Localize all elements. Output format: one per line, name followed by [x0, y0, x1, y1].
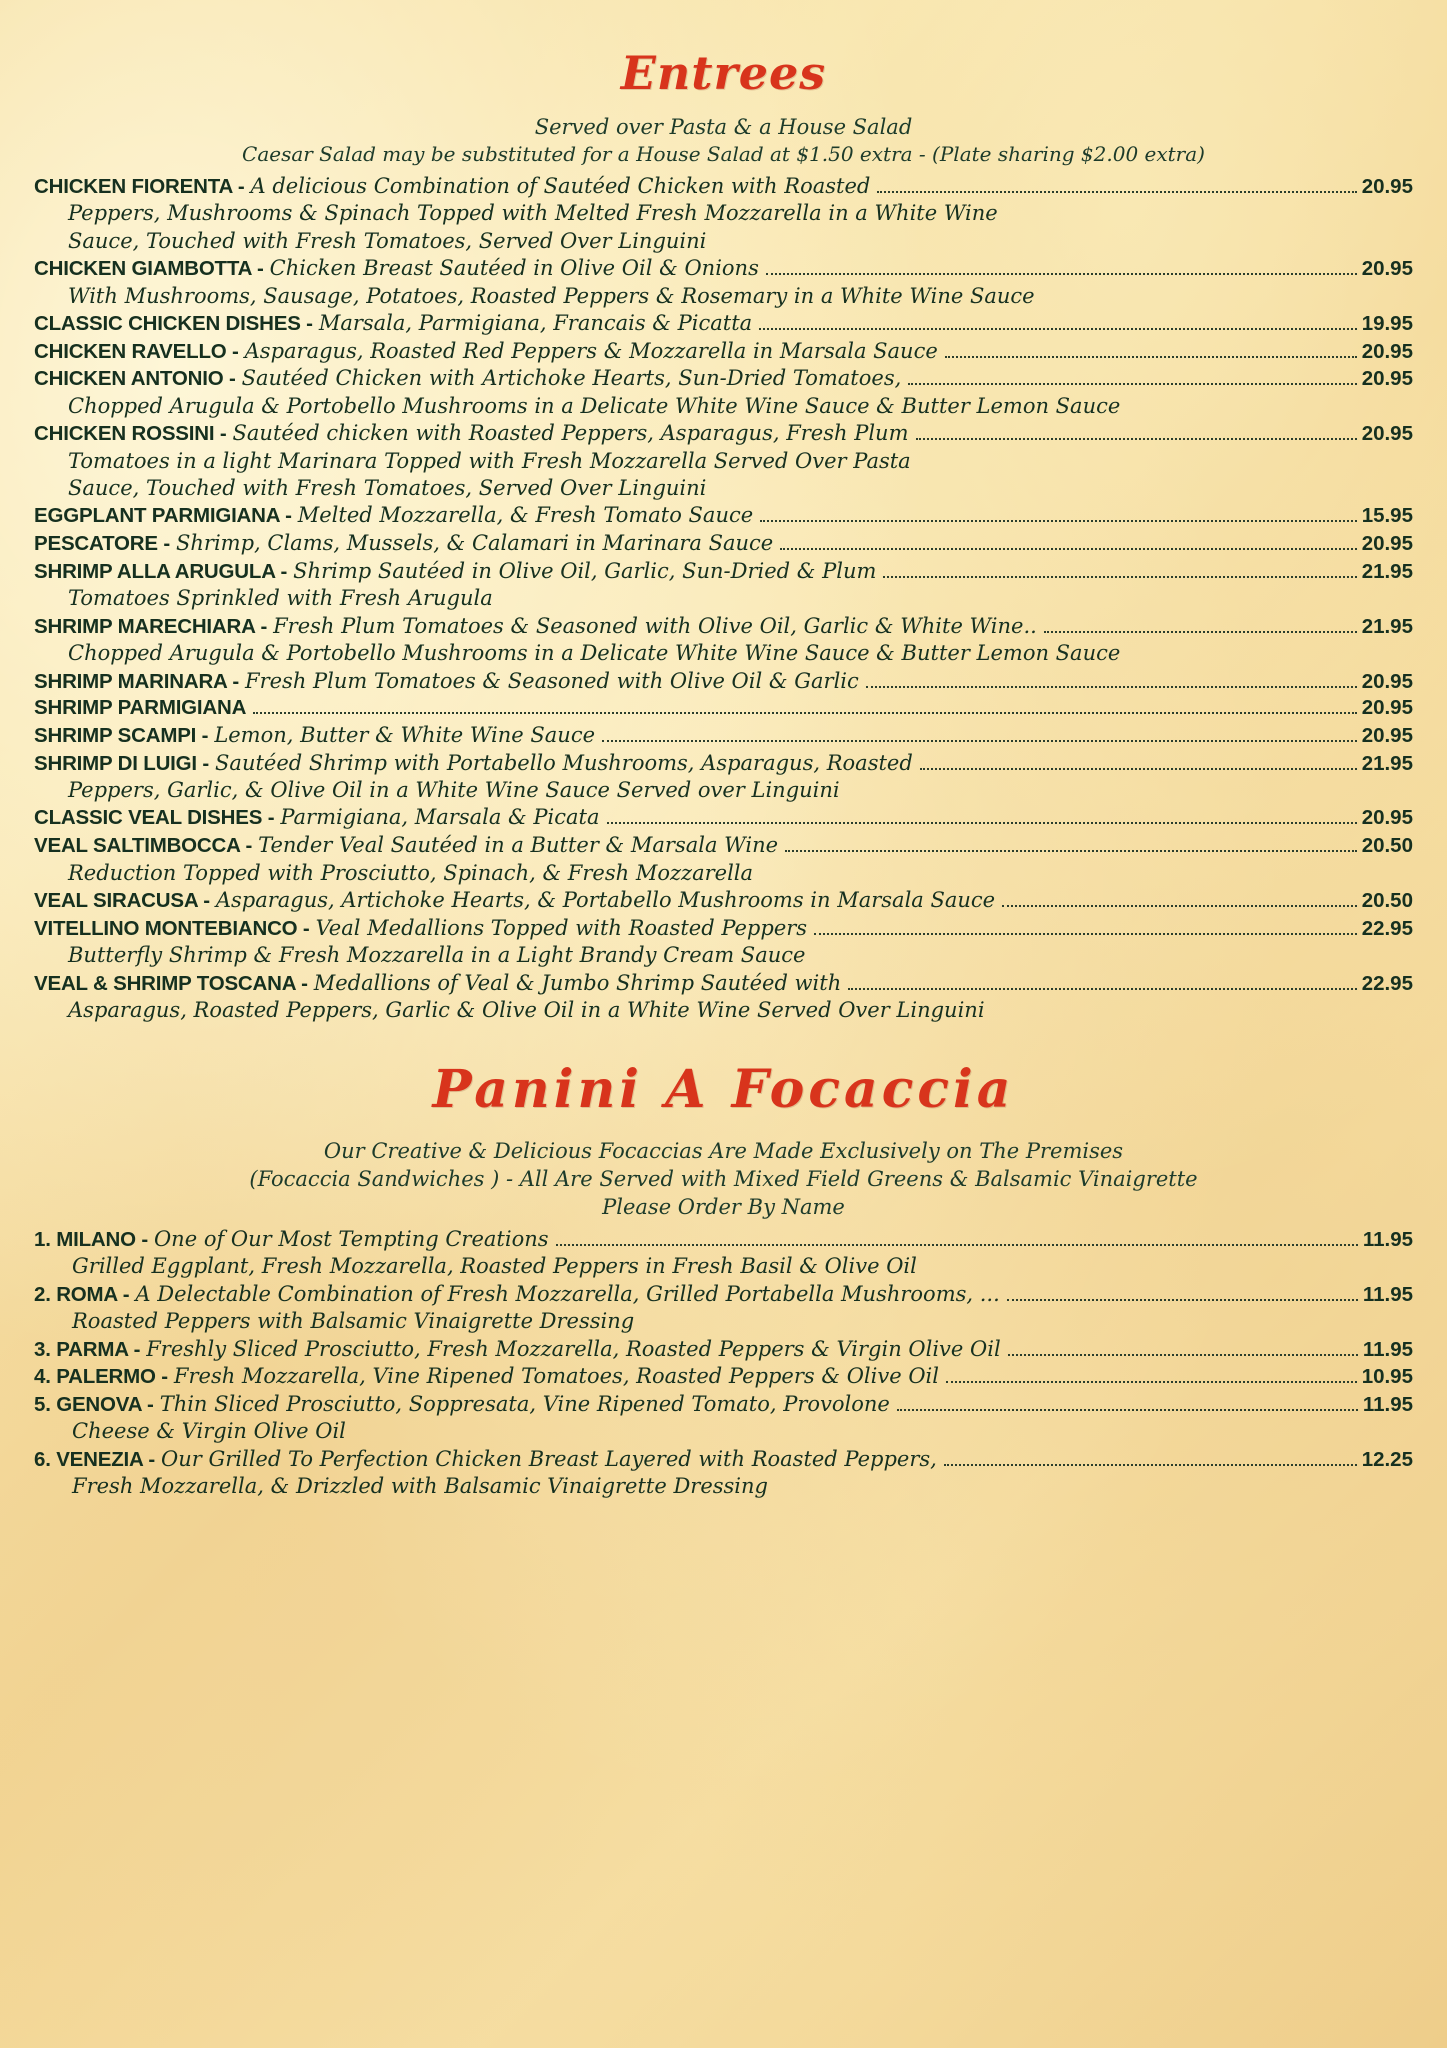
leader-dots: [848, 988, 1356, 990]
menu-item: [34, 804, 1413, 832]
menu-item-name: PESCATORE -: [34, 532, 171, 556]
menu-item-description: Veal Medallions Topped with Roasted Peppers: [315, 915, 808, 940]
menu-item: [34, 173, 1413, 255]
menu-item-subline: Butterfly Shrimp & Fresh Mozzarella in a Light Brandy Cream Sauce: [68, 943, 806, 968]
menu-item: [34, 365, 1413, 420]
menu-item: [34, 613, 1413, 668]
menu-item-line: [34, 1446, 1413, 1474]
panini-subhead-line-1: Our Creative & Delicious Focaccias Are Made Exclusively on The Premises: [323, 1138, 1124, 1163]
menu-item-line: [34, 1363, 1413, 1391]
menu-item-line: [34, 1336, 1413, 1364]
menu-item-subline: Roasted Peppers with Balsamic Vinaigrette Dressing: [72, 1309, 635, 1334]
leader-dots: [759, 328, 1356, 330]
leader-dots: [1002, 905, 1357, 907]
menu-item-price: 20.95: [1361, 806, 1413, 830]
menu-item-price: 20.95: [1361, 174, 1413, 198]
menu-content: [34, 28, 1413, 2020]
menu-item: [34, 915, 1413, 970]
menu-item-subline: Cheese & Virgin Olive Oil: [72, 1419, 346, 1444]
menu-item-line: [34, 310, 1413, 338]
menu-item-line: [34, 365, 1413, 393]
entrees-item-list: [34, 173, 1413, 1025]
leader-dots: [946, 1381, 1357, 1383]
menu-item-line: [34, 887, 1413, 915]
menu-item-subline: Chopped Arugula & Portobello Mushrooms in a Delicate White Wine Sauce & Butter Lemon Sauce: [68, 393, 1121, 418]
menu-item-price: 10.95: [1361, 1365, 1413, 1389]
menu-item-description: Thin Sliced Prosciutto, Soppresata, Vine Ripened Tomato, Provolone: [159, 1391, 890, 1416]
leader-dots: [908, 383, 1356, 385]
panini-section-title: Panini A Focaccia: [432, 1058, 1015, 1120]
menu-item-price: 20.95: [1361, 532, 1413, 556]
menu-item-name: 5. GENOVA -: [34, 1392, 154, 1416]
menu-item-name: CHICKEN FIORENTA -: [34, 174, 245, 198]
panini-subhead-line-2: (Focaccia Sandwiches ) - All Are Served with Mixed Field Greens & Balsamic Vinaigrette: [249, 1166, 1198, 1191]
menu-item-line: [34, 558, 1413, 586]
menu-item-line: [34, 804, 1413, 832]
menu-item-line: [34, 173, 1413, 201]
menu-item-name: SHRIMP SCAMPI -: [34, 723, 209, 747]
menu-item-name: VEAL SALTIMBOCCA -: [34, 834, 253, 858]
menu-item-price: 22.95: [1361, 971, 1413, 995]
menu-item-subline: Fresh Mozzarella, & Drizzled with Balsamic Vinaigrette Dressing: [72, 1474, 768, 1499]
menu-item: [34, 310, 1413, 338]
menu-item-line: [34, 915, 1413, 943]
leader-dots: [866, 686, 1357, 688]
menu-item-name: SHRIMP MARINARA -: [34, 669, 240, 693]
menu-item-name: VITELLINO MONTEBIANCO -: [34, 916, 310, 940]
menu-item: [34, 502, 1413, 530]
menu-item-line: [34, 420, 1413, 448]
menu-item-subline: Sauce, Touched with Fresh Tomatoes, Served Over Linguini: [68, 228, 707, 253]
menu-item-price: 11.95: [1362, 1392, 1413, 1416]
menu-item-price: 11.95: [1362, 1337, 1413, 1361]
menu-item-name: 3. PARMA -: [34, 1337, 141, 1361]
menu-item-price: 20.95: [1361, 696, 1413, 720]
menu-item-line: [34, 1281, 1413, 1309]
menu-item-price: 20.95: [1361, 723, 1413, 747]
menu-item: [34, 255, 1413, 310]
leader-dots: [556, 1244, 1358, 1246]
panini-item-list: [34, 1226, 1413, 1501]
menu-item-price: 19.95: [1361, 312, 1413, 335]
menu-item-line: [34, 722, 1413, 750]
menu-item: [34, 530, 1413, 558]
menu-item-name: VEAL SIRACUSA -: [34, 889, 210, 913]
leader-dots: [897, 1409, 1358, 1411]
menu-item-line: [34, 1391, 1413, 1419]
menu-item-subline: Reduction Topped with Prosciutto, Spinach, & Fresh Mozzarella: [68, 860, 754, 885]
menu-item-subline: Grilled Eggplant, Fresh Mozzarella, Roasted Peppers in Fresh Basil & Olive Oil: [72, 1254, 917, 1279]
menu-item-subline: Tomatoes Sprinkled with Fresh Arugula: [68, 586, 493, 611]
menu-item-name: CHICKEN RAVELLO -: [34, 339, 239, 363]
menu-item-line: [34, 668, 1413, 696]
menu-item-price: 20.95: [1361, 339, 1413, 363]
leader-dots: [1044, 631, 1357, 633]
entrees-subhead-line-2: Caesar Salad may be substituted for a House Salad at $1.50 extra - (Plate sharing $2.00 extra): [242, 142, 1205, 167]
menu-item: [34, 1363, 1413, 1391]
menu-item-line: [34, 613, 1413, 641]
menu-item-line: [34, 502, 1413, 530]
menu-item: [34, 695, 1413, 722]
leader-dots: [1008, 1354, 1358, 1356]
menu-item-description: Lemon, Butter & White Wine Sauce: [214, 722, 596, 747]
menu-item: [34, 722, 1413, 750]
menu-item-name: SHRIMP MARECHIARA -: [34, 614, 268, 638]
menu-item-line: [34, 255, 1413, 283]
menu-item-subline: Sauce, Touched with Fresh Tomatoes, Served Over Linguini: [68, 476, 707, 501]
panini-subhead-line-3: Please Order By Name: [602, 1194, 845, 1219]
menu-item-name: 2. ROMA -: [34, 1282, 130, 1306]
menu-item-line: [34, 695, 1413, 722]
menu-item-name: CHICKEN ANTONIO -: [34, 367, 236, 391]
menu-item: [34, 887, 1413, 915]
menu-item: [34, 1391, 1413, 1446]
leader-dots: [1007, 1299, 1358, 1301]
menu-item-price: 21.95: [1361, 614, 1413, 638]
leader-dots: [766, 273, 1357, 275]
menu-item-description: Shrimp, Clams, Mussels, & Calamari in Marinara Sauce: [176, 531, 774, 556]
menu-item-name: SHRIMP ALLA ARUGULA -: [34, 559, 288, 583]
menu-item-name: 1. MILANO -: [34, 1227, 148, 1251]
menu-item-description: Asparagus, Roasted Red Peppers & Mozzarella in Marsala Sauce: [244, 338, 938, 363]
menu-item-subline: With Mushrooms, Sausage, Potatoes, Roasted Peppers & Rosemary in a White Wine Sauce: [68, 283, 1035, 308]
menu-item-price: 11.95: [1362, 1227, 1413, 1251]
leader-dots: [883, 576, 1356, 578]
menu-item-description: Freshly Sliced Prosciutto, Fresh Mozzarella, Roasted Peppers & Virgin Olive Oil: [146, 1336, 1001, 1361]
menu-item-description: Shrimp Sautéed in Olive Oil, Garlic, Sun-Dried & Plum: [293, 558, 877, 583]
menu-item-description: Our Grilled To Perfection Chicken Breast Layered with Roasted Peppers,: [161, 1446, 937, 1471]
entrees-section-title: Entrees: [620, 46, 827, 100]
menu-item-name: 4. PALERMO -: [34, 1365, 168, 1389]
menu-item-subline: Peppers, Garlic, & Olive Oil in a White Wine Sauce Served over Linguini: [68, 778, 840, 803]
menu-item: [34, 1226, 1413, 1281]
menu-item-name: SHRIMP PARMIGIANA: [34, 696, 247, 720]
menu-item-line: [34, 530, 1413, 558]
menu-item-description: Fresh Mozzarella, Vine Ripened Tomatoes, Roasted Peppers & Olive Oil: [173, 1364, 939, 1389]
menu-item: [34, 338, 1413, 366]
leader-dots: [814, 933, 1357, 935]
menu-item-name: EGGPLANT PARMIGIANA -: [34, 504, 292, 528]
menu-item: [34, 558, 1413, 613]
menu-item-subline: Peppers, Mushrooms & Spinach Topped with Melted Fresh Mozzarella in a White Wine: [68, 201, 998, 226]
leader-dots: [607, 822, 1357, 824]
menu-item-description: Fresh Plum Tomatoes & Seasoned with Olive Oil, Garlic & White Wine..: [273, 613, 1037, 638]
leader-dots: [780, 548, 1356, 550]
menu-item-price: 21.95: [1361, 751, 1413, 775]
menu-item-subline: Asparagus, Roasted Peppers, Garlic & Olive Oil in a White Wine Served Over Linguini: [68, 998, 985, 1023]
menu-item-description: One of Our Most Tempting Creations: [153, 1226, 549, 1251]
menu-item-price: 12.25: [1361, 1447, 1413, 1471]
menu-item-price: 20.50: [1361, 834, 1413, 858]
menu-item-name: CHICKEN GIAMBOTTA -: [34, 257, 264, 281]
menu-item: [34, 970, 1413, 1025]
menu-item-description: Fresh Plum Tomatoes & Seasoned with Olive Oil & Garlic: [245, 668, 859, 693]
leader-dots: [785, 850, 1357, 852]
menu-item-line: [34, 750, 1413, 778]
menu-item-price: 15.95: [1361, 504, 1413, 528]
menu-item-price: 20.95: [1361, 669, 1413, 693]
leader-dots: [602, 740, 1357, 742]
menu-item-description: Tender Veal Sautéed in a Butter & Marsala Wine: [258, 833, 779, 858]
menu-item-line: [34, 832, 1413, 860]
menu-item-description: Medallions of Veal & Jumbo Shrimp Sautéed with: [313, 970, 842, 995]
menu-item-price: 20.95: [1361, 422, 1413, 446]
leader-dots: [877, 191, 1356, 193]
menu-item: [34, 832, 1413, 887]
menu-item: [34, 668, 1413, 696]
menu-item: [34, 420, 1413, 502]
entrees-subhead-line-1: Served over Pasta & a House Salad: [534, 115, 913, 139]
menu-item-name: VEAL & SHRIMP TOSCANA -: [34, 971, 308, 995]
menu-item-line: [34, 1226, 1413, 1254]
menu-item-description: Parmigiana, Marsala & Picata: [280, 805, 600, 830]
menu-item-description: Marsala, Parmigiana, Francais & Picatta: [318, 311, 753, 335]
leader-dots: [253, 712, 1356, 714]
leader-dots: [920, 768, 1357, 770]
leader-dots: [944, 1464, 1357, 1466]
menu-item: [34, 1281, 1413, 1336]
menu-item-price: 11.95: [1362, 1282, 1413, 1306]
menu-item-line: [34, 970, 1413, 998]
menu-item-name: CHICKEN ROSSINI -: [34, 422, 227, 446]
menu-item-name: CLASSIC VEAL DISHES -: [34, 806, 275, 830]
menu-item-name: CLASSIC CHICKEN DISHES -: [34, 312, 313, 335]
menu-item: [34, 1446, 1413, 1501]
leader-dots: [916, 438, 1357, 440]
menu-item-description: Sautéed Shrimp with Portabello Mushrooms, Asparagus, Roasted: [215, 750, 913, 775]
menu-item-description: Sautéed chicken with Roasted Peppers, Asparagus, Fresh Plum: [232, 421, 909, 446]
leader-dots: [760, 520, 1357, 522]
menu-item-price: 20.50: [1361, 889, 1413, 913]
menu-item-line: [34, 338, 1413, 366]
menu-item-description: A Delectable Combination of Fresh Mozzarella, Grilled Portabella Mushrooms, ...: [135, 1281, 1000, 1306]
menu-item-price: 20.95: [1361, 367, 1413, 391]
menu-item-description: Melted Mozzarella, & Fresh Tomato Sauce: [297, 503, 754, 528]
menu-item-price: 22.95: [1361, 916, 1413, 940]
menu-item-price: 21.95: [1361, 559, 1413, 583]
menu-item-description: Asparagus, Artichoke Hearts, & Portabello Mushrooms in Marsala Sauce: [215, 888, 996, 913]
menu-item-name: SHRIMP DI LUIGI -: [34, 751, 210, 775]
menu-item-description: Chicken Breast Sautéed in Olive Oil & Onions: [269, 256, 759, 281]
menu-item-name: 6. VENEZIA -: [34, 1447, 156, 1471]
menu-item-subline: Chopped Arugula & Portobello Mushrooms in a Delicate White Wine Sauce & Butter Lemon Sauce: [68, 641, 1121, 666]
menu-item-description: A delicious Combination of Sautéed Chicken with Roasted: [250, 173, 871, 198]
menu-item-description: Sautéed Chicken with Artichoke Hearts, Sun-Dried Tomatoes,: [241, 366, 902, 391]
leader-dots: [945, 356, 1357, 358]
menu-item-subline: Tomatoes in a light Marinara Topped with Fresh Mozzarella Served Over Pasta: [68, 448, 911, 473]
menu-item: [34, 750, 1413, 805]
menu-item: [34, 1336, 1413, 1364]
menu-item-price: 20.95: [1361, 257, 1413, 281]
